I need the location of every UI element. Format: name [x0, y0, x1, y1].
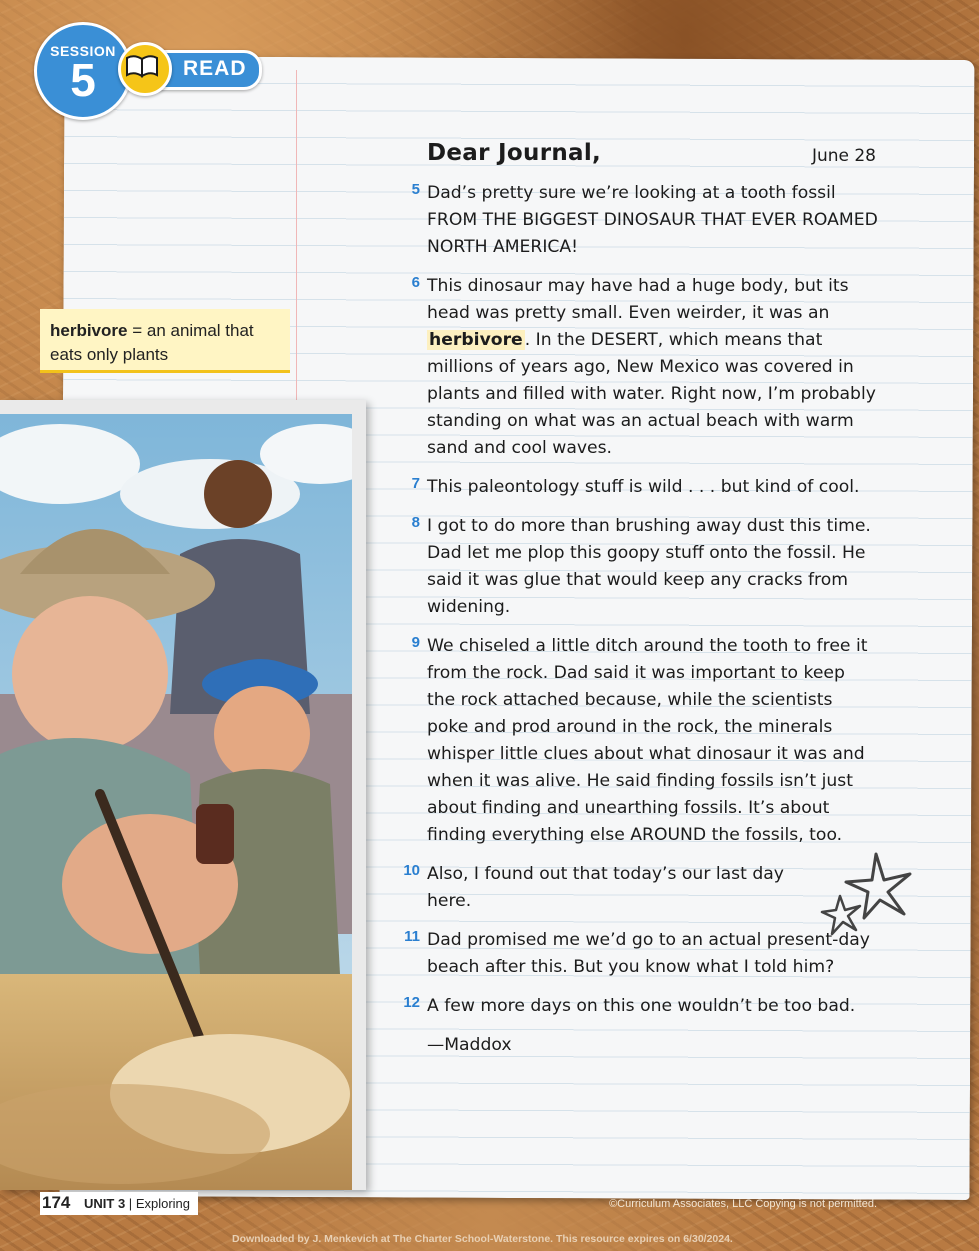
section-label: Exploring	[135, 1196, 191, 1211]
paragraph-12	[398, 993, 878, 1020]
paragraph-number: 9	[411, 634, 420, 651]
copyright-notice: ©Curriculum Associates, LLC Copying is not permitted.	[609, 1198, 877, 1210]
paragraph-6	[398, 273, 878, 462]
read-label: READ	[183, 57, 247, 80]
download-notice: Downloaded by J. Menkevich at The Charter School-Waterstone. This resource expires on 6/30/2024.	[232, 1233, 733, 1245]
open-book-icon	[118, 42, 172, 96]
paragraph-number: 7	[411, 475, 420, 492]
paragraph-text: This paleontology stuff is wild . . . but kind of cool.	[427, 477, 860, 497]
footer-separator: |	[128, 1196, 133, 1211]
paragraph-text: Dad’s pretty sure we’re looking at a tooth fossil FROM THE BIGGEST DINOSAUR THAT EVER ROAMED NORTH AMERICA!	[427, 183, 878, 257]
paragraph-text: A few more days on this one wouldn’t be too bad.	[427, 996, 856, 1016]
session-number: 5	[70, 54, 96, 106]
paragraph-9	[398, 633, 878, 849]
paragraph-number: 5	[411, 181, 420, 198]
paragraph-text: Dad promised me we’d go to an actual present-day beach after this. But you know what I told him?	[427, 930, 870, 977]
paragraph-text: We chiseled a little ditch around the tooth to free it from the rock. Dad said it was important to keep the rock attached because, while the scientists poke and prod around in the rock, the minerals whisper little clues about what dinosaur it was and when it was alive. He said finding fossils isn’t just about finding and unearthing fossils. It’s about finding everything else AROUND the fossils, too.	[427, 636, 868, 845]
session-label: SESSION	[50, 43, 116, 59]
paragraph-number: 6	[411, 274, 420, 291]
highlighted-vocab-word: herbivore	[429, 330, 523, 350]
journal-header	[398, 140, 878, 180]
paragraph-text: Also, I found out that today’s our last day here.	[427, 864, 784, 911]
paragraph-7	[398, 474, 878, 501]
vocab-definition: = an animal that eats only plants	[50, 321, 254, 364]
unit-label: UNIT 3	[84, 1196, 126, 1211]
page-footer	[40, 1192, 198, 1215]
paleontology-illustration	[0, 400, 366, 1190]
fossil-dig-illustration-art	[0, 414, 352, 1190]
paragraph-5	[398, 180, 878, 261]
paragraph-text: I got to do more than brushing away dust this time. Dad let me plop this goopy stuff onto the fossil. He said it was glue that would keep any cracks from widening.	[427, 516, 871, 617]
journal-signature: —Maddox	[427, 1035, 512, 1055]
vocabulary-callout	[40, 309, 290, 373]
paragraph-8	[398, 513, 878, 621]
journal-date: June 28	[811, 146, 876, 166]
paragraph-text-after: . In the DESERT, which means that millions of years ago, New Mexico was covered in plants and filled with water. Right now, I’m probably standing on what was an actual beach with warm sand and cool waves.	[427, 330, 876, 458]
journal-greeting: Dear Journal,	[427, 140, 602, 166]
paragraph-number: 12	[403, 994, 420, 1011]
page-number: 174	[42, 1193, 71, 1212]
paragraph-11	[398, 927, 878, 981]
doodle-stars-icon	[818, 852, 918, 942]
paragraph-number: 11	[404, 928, 420, 945]
paragraph-text-before: This dinosaur may have had a huge body, but its head was pretty small. Even weirder, it was an	[427, 276, 849, 323]
vocab-term: herbivore	[50, 321, 128, 340]
paragraph-number: 8	[411, 514, 420, 531]
paragraph-10	[398, 861, 787, 915]
journal-entry	[398, 140, 878, 1059]
paragraph-number: 10	[403, 862, 420, 879]
